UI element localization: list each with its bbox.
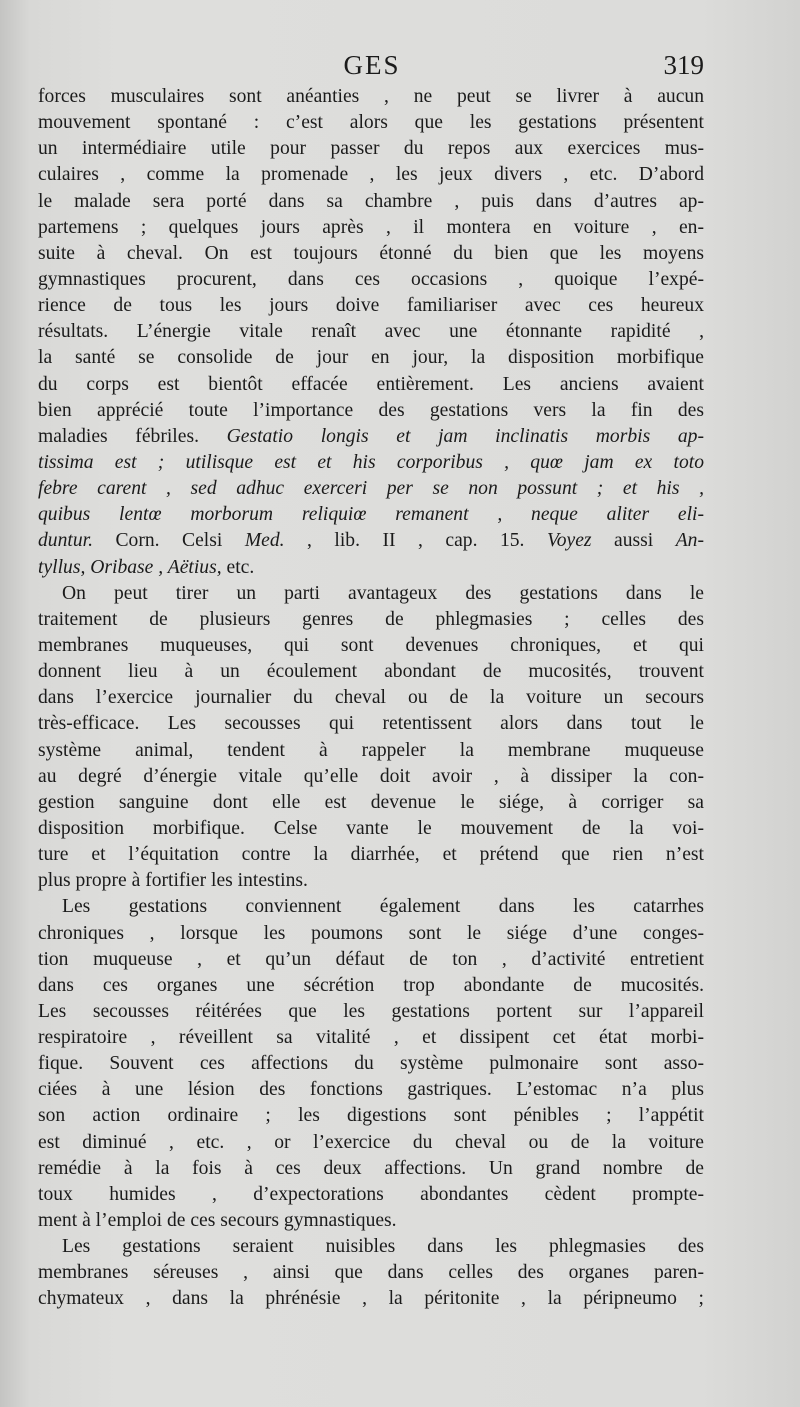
text-run: , lib. II , cap. 15. bbox=[284, 530, 547, 552]
text-line bbox=[38, 790, 704, 816]
text-run: membranes séreuses , ainsi que dans celles des organes paren- bbox=[38, 1262, 704, 1284]
text-run: système animal, tendent à rappeler la membrane muqueuse bbox=[38, 739, 704, 761]
text-line bbox=[38, 1208, 704, 1234]
text-line bbox=[38, 711, 704, 737]
text-run: traitement de plusieurs genres de phlegmasies ; celles des bbox=[38, 608, 704, 630]
text-line bbox=[38, 136, 704, 162]
text-run: très-efficace. Les secousses qui retentissent alors dans tout le bbox=[38, 713, 704, 735]
text-line bbox=[38, 842, 704, 868]
text-line bbox=[38, 868, 704, 894]
text-run: mouvement spontané : c’est alors que les gestations présentent bbox=[38, 112, 704, 134]
running-head: GES bbox=[343, 50, 401, 80]
text-run: fique. Souvent ces affections du système pulmonaire sont asso- bbox=[38, 1053, 704, 1075]
text-line bbox=[38, 607, 704, 633]
text-line bbox=[38, 110, 704, 136]
text-line bbox=[38, 973, 704, 999]
text-line bbox=[38, 947, 704, 973]
paragraph bbox=[38, 84, 704, 581]
text-line bbox=[38, 162, 704, 188]
text-run: chroniques , lorsque les poumons sont le siége d’une conges- bbox=[38, 922, 704, 944]
text-line bbox=[38, 424, 704, 450]
italic-text: febre carent , sed adhuc exerceri per se non possunt ; et his , bbox=[38, 478, 704, 500]
text-run: disposition morbifique. Celse vante le mouvement de la voi- bbox=[38, 817, 704, 839]
text-line bbox=[38, 1130, 704, 1156]
text-line bbox=[38, 450, 704, 476]
text-run: au degré d’énergie vitale qu’elle doit avoir , à dissiper la con- bbox=[38, 765, 704, 787]
text-line bbox=[38, 685, 704, 711]
paragraph bbox=[38, 894, 704, 1234]
text-run: forces musculaires sont anéanties , ne peut se livrer à aucun bbox=[38, 86, 704, 107]
page-header bbox=[40, 50, 704, 84]
text-run: dans l’exercice journalier du cheval ou de la voiture un secours bbox=[38, 687, 704, 709]
text-line bbox=[38, 1051, 704, 1077]
text-run: ment à l’emploi de ces secours gymnastiques. bbox=[38, 1210, 397, 1232]
text-line bbox=[38, 84, 704, 110]
text-run: donnent lieu à un écoulement abondant de mucosités, trouvent bbox=[38, 661, 704, 683]
text-run: remédie à la fois à ces deux affections. Un grand nombre de bbox=[38, 1157, 704, 1179]
text-run: ture et l’équitation contre la diarrhée, et prétend que rien n’est bbox=[38, 844, 704, 866]
text-line bbox=[38, 816, 704, 842]
text-line bbox=[38, 345, 704, 371]
text-line bbox=[38, 189, 704, 215]
text-line bbox=[38, 1156, 704, 1182]
text-run: aussi bbox=[591, 530, 676, 552]
text-line bbox=[38, 1077, 704, 1103]
text-run: toux humides , d’expectorations abondantes cèdent prompte- bbox=[38, 1183, 704, 1205]
text-line bbox=[38, 894, 704, 920]
text-line bbox=[38, 215, 704, 241]
text-line bbox=[38, 241, 704, 267]
text-run: gymnastiques procurent, dans ces occasions , quoique l’expé- bbox=[38, 268, 704, 290]
italic-text: Med. bbox=[244, 530, 285, 552]
text-run: plus propre à fortifier les intestins. bbox=[38, 870, 308, 892]
italic-text: Voyez bbox=[546, 530, 592, 552]
text-run: le malade sera porté dans sa chambre , puis dans d’autres ap- bbox=[38, 190, 704, 212]
text-line bbox=[38, 764, 704, 790]
text-run: Corn. Celsi bbox=[92, 530, 245, 552]
text-line bbox=[38, 502, 704, 528]
text-run: On peut tirer un parti avantageux des gestations dans le bbox=[62, 582, 704, 604]
paragraph bbox=[38, 1234, 704, 1312]
text-run: maladies fébriles. bbox=[38, 425, 227, 447]
text-run: gestion sanguine dont elle est devenue le siége, à corriger sa bbox=[38, 791, 704, 813]
text-line bbox=[38, 921, 704, 947]
text-run: Les gestations seraient nuisibles dans les phlegmasies des bbox=[62, 1236, 704, 1258]
text-run: chymateux , dans la phrénésie , la péritonite , la péripneumo ; bbox=[38, 1288, 704, 1310]
text-line bbox=[38, 1025, 704, 1051]
text-run: partemens ; quelques jours après , il montera en voiture , en- bbox=[38, 216, 704, 238]
italic-text: quibus lentœ morborum reliquiœ remanent , neque aliter eli- bbox=[38, 504, 704, 526]
text-run: son action ordinaire ; les digestions sont pénibles ; l’appétit bbox=[38, 1105, 704, 1127]
text-run: dans ces organes une sécrétion trop abondante de mucosités. bbox=[38, 974, 704, 996]
body-text bbox=[38, 84, 704, 1313]
text-run: tion muqueuse , et qu’un défaut de ton , d’activité entretient bbox=[38, 948, 704, 970]
text-line bbox=[38, 528, 704, 554]
text-line bbox=[38, 1260, 704, 1286]
text-line bbox=[38, 555, 704, 581]
italic-text: tyllus, Oribase , Aëtius, bbox=[38, 556, 222, 578]
text-line bbox=[38, 659, 704, 685]
text-run: etc. bbox=[221, 556, 255, 578]
text-run: respiratoire , réveillent sa vitalité , et dissipent cet état morbi- bbox=[38, 1027, 704, 1049]
text-run: ciées à une lésion des fonctions gastriques. L’estomac n’a plus bbox=[38, 1079, 704, 1101]
italic-text: An- bbox=[675, 530, 705, 552]
italic-text: duntur. bbox=[38, 530, 93, 552]
text-line bbox=[38, 476, 704, 502]
text-run: la santé se consolide de jour en jour, la disposition morbifique bbox=[38, 347, 704, 369]
text-run: Les secousses réitérées que les gestations portent sur l’appareil bbox=[38, 1000, 704, 1022]
text-line bbox=[38, 1234, 704, 1260]
text-line bbox=[38, 1182, 704, 1208]
text-line bbox=[38, 372, 704, 398]
text-line bbox=[38, 293, 704, 319]
text-line bbox=[38, 398, 704, 424]
text-line bbox=[38, 1103, 704, 1129]
text-run: membranes muqueuses, qui sont devenues chroniques, et qui bbox=[38, 634, 704, 656]
text-run: bien apprécié toute l’importance des gestations vers la fin des bbox=[38, 399, 704, 421]
italic-text: tissima est ; utilisque est et his corporibus , quœ jam ex toto bbox=[38, 451, 704, 473]
text-line bbox=[38, 999, 704, 1025]
paragraph bbox=[38, 581, 704, 895]
text-line bbox=[38, 738, 704, 764]
text-run: Les gestations conviennent également dans les catarrhes bbox=[62, 896, 704, 918]
text-run: est diminué , etc. , or l’exercice du cheval ou de la voiture bbox=[38, 1131, 704, 1153]
page-number: 319 bbox=[663, 50, 704, 80]
text-line bbox=[38, 267, 704, 293]
text-line bbox=[38, 1286, 704, 1312]
text-run: rience de tous les jours doive familiariser avec ces heureux bbox=[38, 295, 704, 317]
text-run: résultats. L’énergie vitale renaît avec une étonnante rapidité , bbox=[38, 321, 704, 343]
text-run: culaires , comme la promenade , les jeux divers , etc. D’abord bbox=[38, 164, 704, 186]
text-run: du corps est bientôt effacée entièrement. Les anciens avaient bbox=[38, 373, 704, 395]
text-run: suite à cheval. On est toujours étonné du bien que les moyens bbox=[38, 242, 704, 264]
italic-text: Gestatio longis et jam inclinatis morbis ap- bbox=[226, 425, 704, 447]
text-run: un intermédiaire utile pour passer du repos aux exercices mus- bbox=[38, 138, 704, 160]
text-line bbox=[38, 581, 704, 607]
text-line bbox=[38, 633, 704, 659]
text-line bbox=[38, 319, 704, 345]
